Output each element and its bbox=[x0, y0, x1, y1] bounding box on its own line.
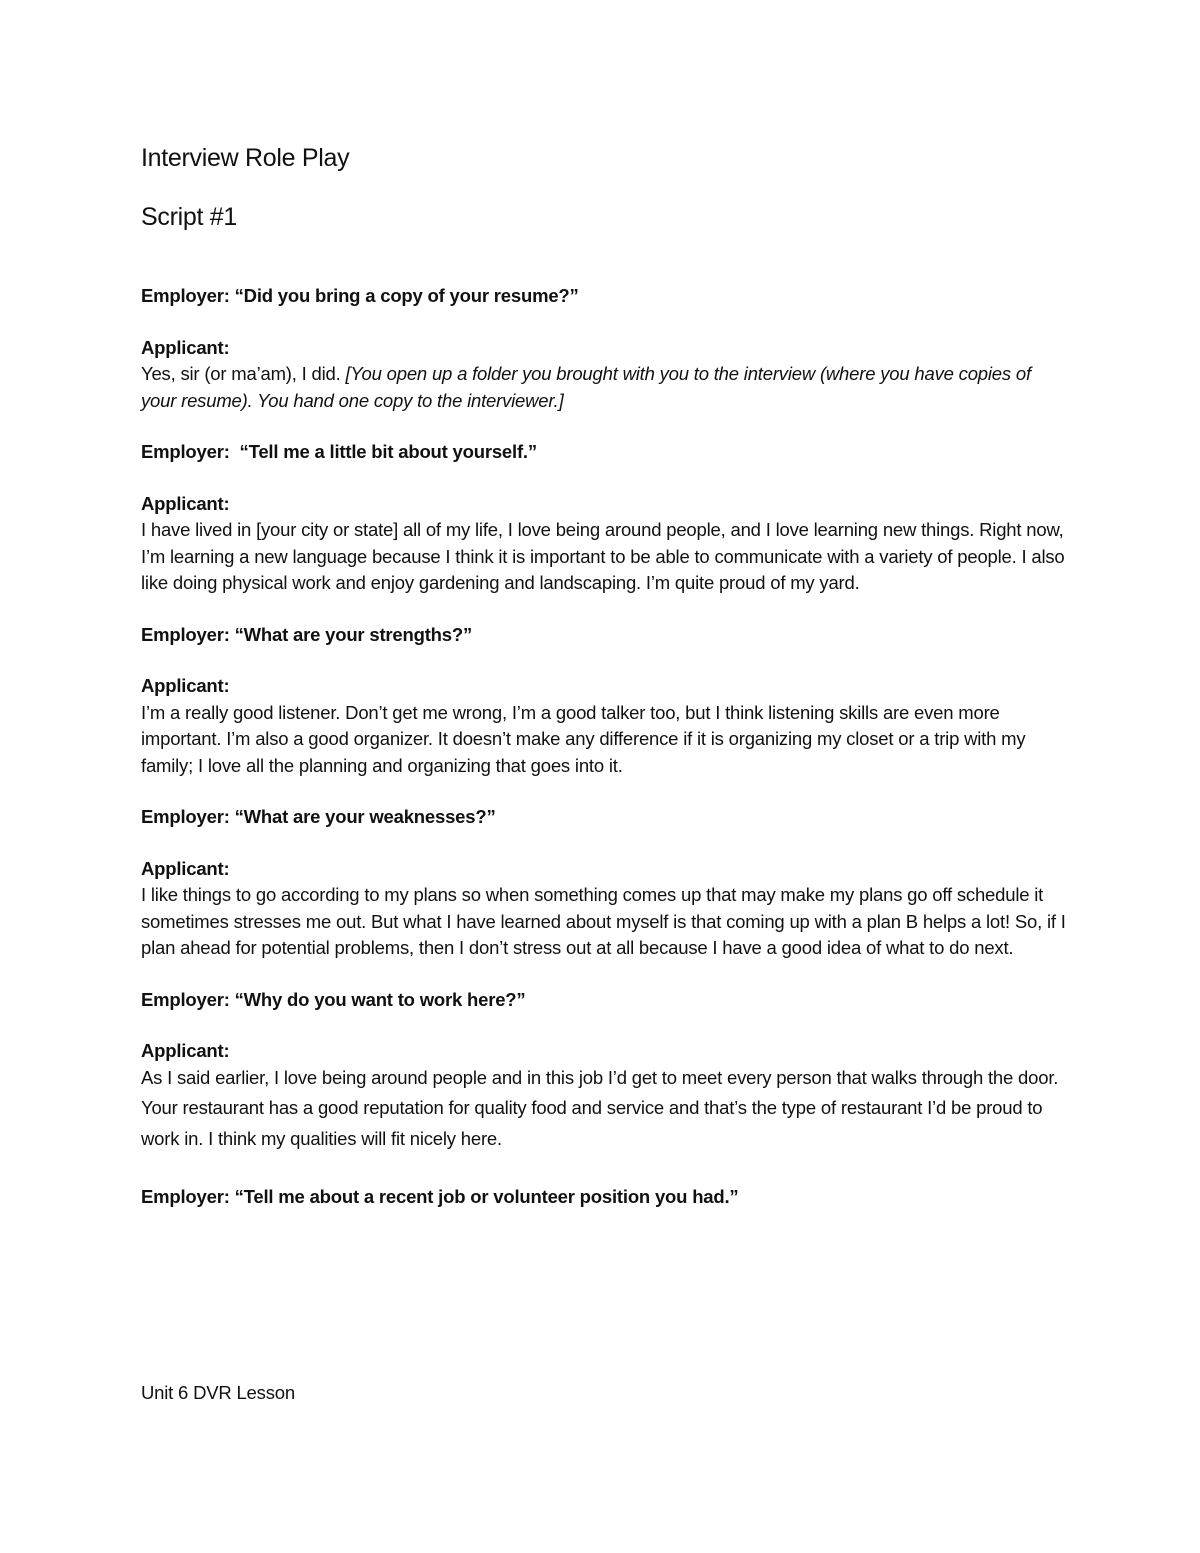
employer-question bbox=[141, 439, 1071, 466]
stage-direction: [You open up a folder you brought with you to the interview (where you have copies of your resume). You hand one copy to the interviewer.] bbox=[141, 363, 1031, 411]
script-subtitle: Script #1 bbox=[141, 203, 237, 231]
document-title: Interview Role Play bbox=[141, 144, 350, 172]
applicant-label: Applicant: bbox=[141, 1040, 230, 1061]
applicant-label: Applicant: bbox=[141, 675, 230, 696]
applicant-answer bbox=[141, 361, 1071, 414]
employer-question-text: Employer: “Tell me about a recent job or volunteer position you had.” bbox=[141, 1186, 739, 1207]
applicant-answer: I like things to go according to my plans so when something comes up that may make my plans go off schedule it sometimes stresses me out. But what I have learned about myself is that coming up with a plan B helps a lot! So, if I plan ahead for potential problems, then I don’t stress out at all because I have a good idea of what to do next. bbox=[141, 884, 1066, 958]
applicant-answer: I have lived in [your city or state] all of my life, I love being around people, and I love learning new things. Right now, I’m learning a new language because I think it is important to be able to communicate with a variety of people. I also like doing physical work and enjoy gardening and landscaping. I’m quite proud of my yard. bbox=[141, 519, 1065, 593]
dialogue-body bbox=[141, 283, 1071, 1236]
applicant-answer: As I said earlier, I love being around people and in this job I’d get to meet every person that walks through the door. Your restaurant has a good reputation for quality food and service and that’s the type of restaurant I’d be proud to work in. I think my qualities will fit nicely here. bbox=[141, 1066, 1059, 1149]
employer-question-text: Employer: “Did you bring a copy of your resume?” bbox=[141, 285, 579, 306]
employer-question bbox=[141, 987, 1071, 1014]
dialogue-block-6 bbox=[141, 1184, 1071, 1211]
applicant-label: Applicant: bbox=[141, 857, 230, 879]
employer-question-text: Employer: “What are your strengths?” bbox=[141, 623, 472, 645]
employer-question bbox=[141, 283, 1071, 310]
employer-question bbox=[141, 622, 1071, 649]
dialogue-block-4 bbox=[141, 804, 1071, 962]
dialogue-block-2 bbox=[141, 439, 1071, 597]
applicant-label: Applicant: bbox=[141, 492, 230, 514]
dialogue-block-5 bbox=[141, 987, 1071, 1155]
dialogue-block-1 bbox=[141, 283, 1071, 414]
dialogue-block-3 bbox=[141, 622, 1071, 780]
employer-question-text: Employer: “What are your weaknesses?” bbox=[141, 806, 496, 827]
employer-question-text: Employer: “Tell me a little bit about yourself.” bbox=[141, 441, 537, 462]
employer-question bbox=[141, 804, 1071, 831]
applicant-label: Applicant: bbox=[141, 336, 230, 358]
applicant-answer: I’m a really good listener. Don’t get me wrong, I’m a good talker too, but I think listening skills are even more important. I’m also a good organizer. It doesn’t make any difference if it is organizing my closet or a trip with my family; I love all the planning and organizing that goes into it. bbox=[141, 701, 1026, 776]
page-footer: Unit 6 DVR Lesson bbox=[141, 1382, 295, 1403]
applicant-answer-text: Yes, sir (or ma’am), I did. bbox=[141, 363, 341, 384]
employer-question-text: Employer: “Why do you want to work here?” bbox=[141, 988, 526, 1010]
